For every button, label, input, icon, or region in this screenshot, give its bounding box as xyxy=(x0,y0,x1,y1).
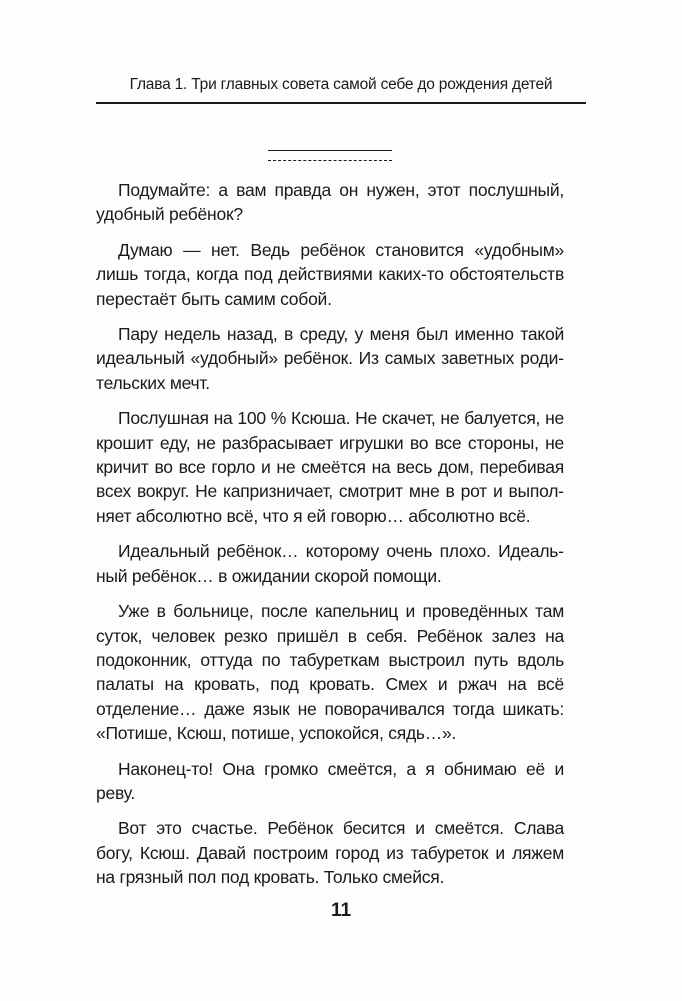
paragraph: Наконец-то! Она громко смеётся, а я обнимаю её и реву. xyxy=(96,758,564,803)
section-divider-dashed xyxy=(268,160,392,161)
paragraph: Подумайте: а вам правда он нужен, этот послушный, удобный ребёнок? xyxy=(96,180,564,225)
section-divider-solid xyxy=(268,150,392,151)
paragraph: Послушная на 100 % Ксюша. Не скачет, не балуется, не крошит еду, не разбрасывает игрушки во все стороны, не кричит во все горло и не смеётся на весь дом, перебивая всех вокруг. Не капризничает, смотрит мне в рот и выполняет абсолютно всё, что я ей говорю… абсолютно всё. xyxy=(96,408,564,526)
paragraph: Пару недель назад, в среду, у меня был именно такой идеальный «удобный» ребёнок. Из самых заветных родительских мечт. xyxy=(96,324,564,393)
paragraph: Вот это счастье. Ребёнок бесится и смеётся. Слава богу, Ксюш. Давай построим город из табуреток и ляжем на грязный пол под кровать. Только смейся. xyxy=(96,818,564,888)
paragraph: Уже в больнице, после капельниц и проведённых там суток, человек резко пришёл в себя. Ребёнок залез на подоконник, оттуда по табуреткам выстроил путь вдоль палаты на кровать, под кровать. Смех и ржач на всё отделение… даже язык не поворачивался тогда шикать: «Потише, Ксюш, потише, успокойся, сядь…». xyxy=(96,601,564,744)
paragraph: Идеальный ребёнок… которому очень плохо. Идеальный ребёнок… в ожидании скорой помощи. xyxy=(96,541,564,586)
body-text xyxy=(96,178,564,901)
running-header: Глава 1. Три главных совета самой себе до рождения детей xyxy=(96,76,586,104)
paragraph: Думаю — нет. Ведь ребёнок становится «удобным» лишь тогда, когда под действиями каких-то обстоятельств перестаёт быть самим собой. xyxy=(96,239,564,309)
page-number: 11 xyxy=(330,900,352,921)
